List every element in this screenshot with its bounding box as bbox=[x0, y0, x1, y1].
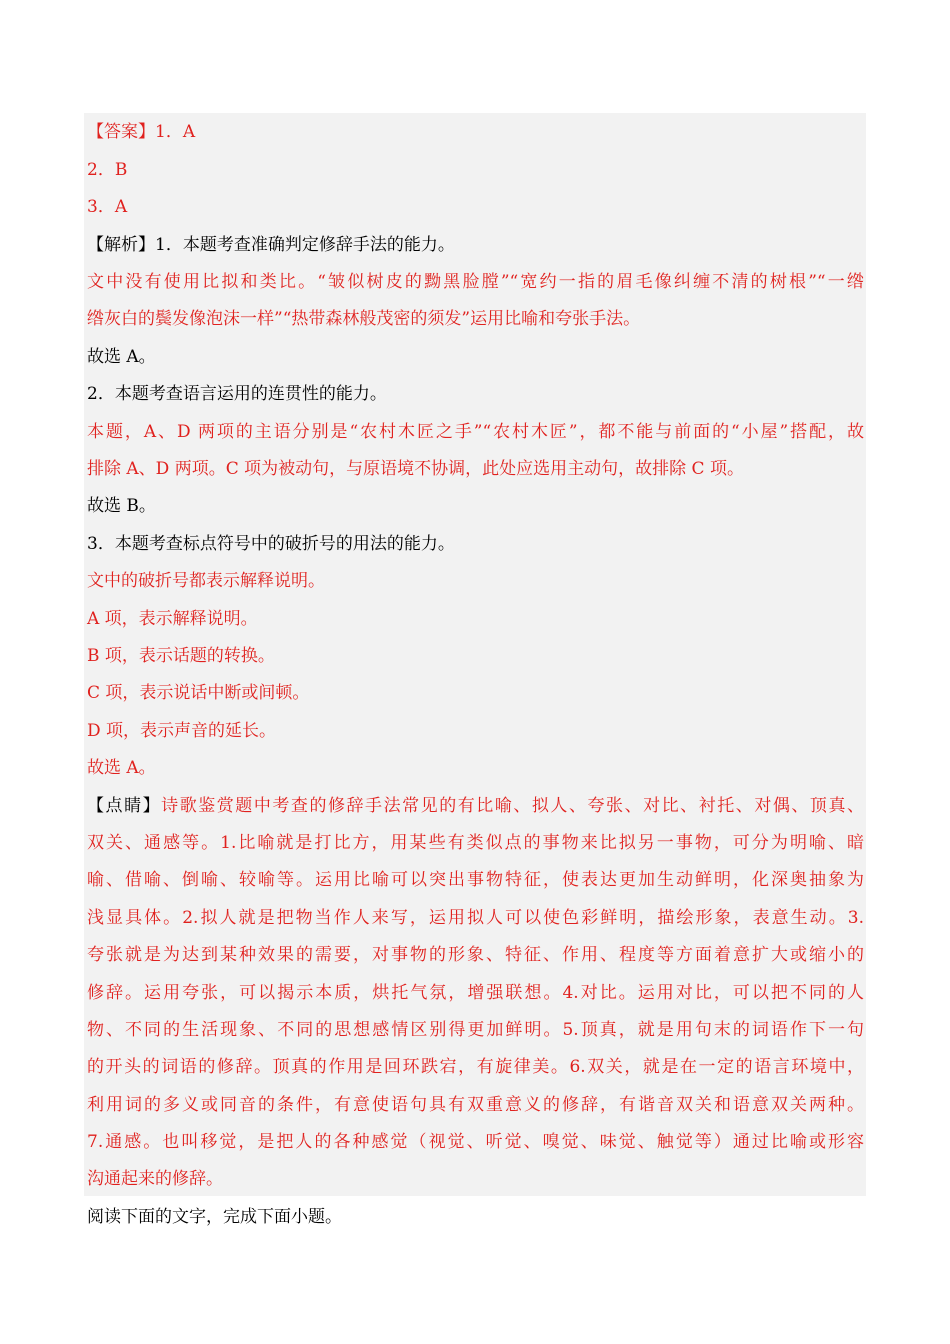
analysis-q1-body-line2: 绺灰白的鬓发像泡沫一样”“热带森林般茂密的须发”运用比喻和夸张手法。 bbox=[87, 309, 641, 329]
answer-2: 2．B bbox=[87, 160, 128, 180]
answer-tag: 【答案】 bbox=[87, 122, 155, 142]
analysis-q2-body-line1: 本题，A、D 两项的主语分别是“农村木匠之手”“农村木匠”，都不能与前面的“小屋”搭配，故 bbox=[87, 422, 864, 442]
tip-line-2: 双关、通感等。1.比喻就是打比方，用某些有类似点的事物来比拟另一事物，可分为明喻、暗 bbox=[87, 833, 864, 853]
tip-tag: 【点睛】 bbox=[87, 796, 162, 816]
analysis-tag: 【解析】 bbox=[87, 235, 155, 255]
tip-line-7: 物、不同的生活现象、不同的思想感情区别得更加鲜明。5.顶真，就是用句末的词语作下一句 bbox=[87, 1020, 864, 1040]
analysis-q3-body: 文中的破折号都表示解释说明。 bbox=[87, 571, 325, 591]
answer-line-1 bbox=[87, 121, 195, 143]
tip-line-11: 沟通起来的修辞。 bbox=[87, 1169, 223, 1189]
analysis-q1-heading-line bbox=[87, 234, 455, 256]
analysis-q3-option-d: D 项，表示声音的延长。 bbox=[87, 721, 277, 741]
analysis-q3-heading: 3．本题考查标点符号中的破折号的用法的能力。 bbox=[87, 534, 455, 554]
next-reading-instruction: 阅读下面的文字，完成下面小题。 bbox=[87, 1207, 342, 1227]
analysis-q2-body-line2: 排除 A、D 两项。C 项为被动句，与原语境不协调，此处应选用主动句，故排除 C 项。 bbox=[87, 459, 744, 479]
analysis-q1-heading: 1．本题考查准确判定修辞手法的能力。 bbox=[155, 235, 455, 255]
tip-line-8: 的开头的词语的修辞。顶真的作用是回环跌宕，有旋律美。6.双关，就是在一定的语言环境中， bbox=[87, 1057, 864, 1077]
tip-line-10: 7.通感。也叫移觉，是把人的各种感觉（视觉、听觉、嗅觉、味觉、触觉等）通过比喻或形容 bbox=[87, 1132, 864, 1152]
analysis-q1-body-line1: 文中没有使用比拟和类比。“皱似树皮的黝黑脸膛”“宽约一指的眉毛像纠缠不清的树根”“一绺 bbox=[87, 272, 864, 292]
answer-3: 3．A bbox=[87, 197, 128, 217]
analysis-q3-option-c: C 项，表示说话中断或间顿。 bbox=[87, 683, 310, 703]
tip-line-9: 利用词的多义或同音的条件，有意使语句具有双重意义的修辞，有谐音双关和语意双关两种。 bbox=[87, 1095, 864, 1115]
tip-line-3: 喻、借喻、倒喻、较喻等。运用比喻可以突出事物特征，使表达更加生动鲜明，化深奥抽象为 bbox=[87, 870, 864, 890]
analysis-q3-conclusion: 故选 A。 bbox=[87, 758, 156, 778]
analysis-q2-conclusion: 故选 B。 bbox=[87, 496, 156, 516]
answer-1: 1．A bbox=[155, 122, 196, 142]
analysis-q3-option-a: A 项，表示解释说明。 bbox=[87, 609, 258, 629]
tip-line-4: 浅显具体。2.拟人就是把物当作人来写，运用拟人可以使色彩鲜明，描绘形象，表意生动。3. bbox=[87, 908, 864, 928]
analysis-q1-conclusion: 故选 A。 bbox=[87, 347, 156, 367]
tip-line-6: 修辞。运用夸张，可以揭示本质，烘托气氛，增强联想。4.对比。运用对比，可以把不同的人 bbox=[87, 983, 864, 1003]
analysis-q3-option-b: B 项，表示话题的转换。 bbox=[87, 646, 275, 666]
analysis-q2-heading: 2．本题考查语言运用的连贯性的能力。 bbox=[87, 384, 387, 404]
tip-line-1: 【点睛】诗歌鉴赏题中考查的修辞手法常见的有比喻、拟人、夸张、对比、衬托、对偶、顶真、 bbox=[87, 796, 865, 816]
tip-line-5: 夸张就是为达到某种效果的需要，对事物的形象、特征、作用、程度等方面着意扩大或缩小的 bbox=[87, 945, 864, 965]
